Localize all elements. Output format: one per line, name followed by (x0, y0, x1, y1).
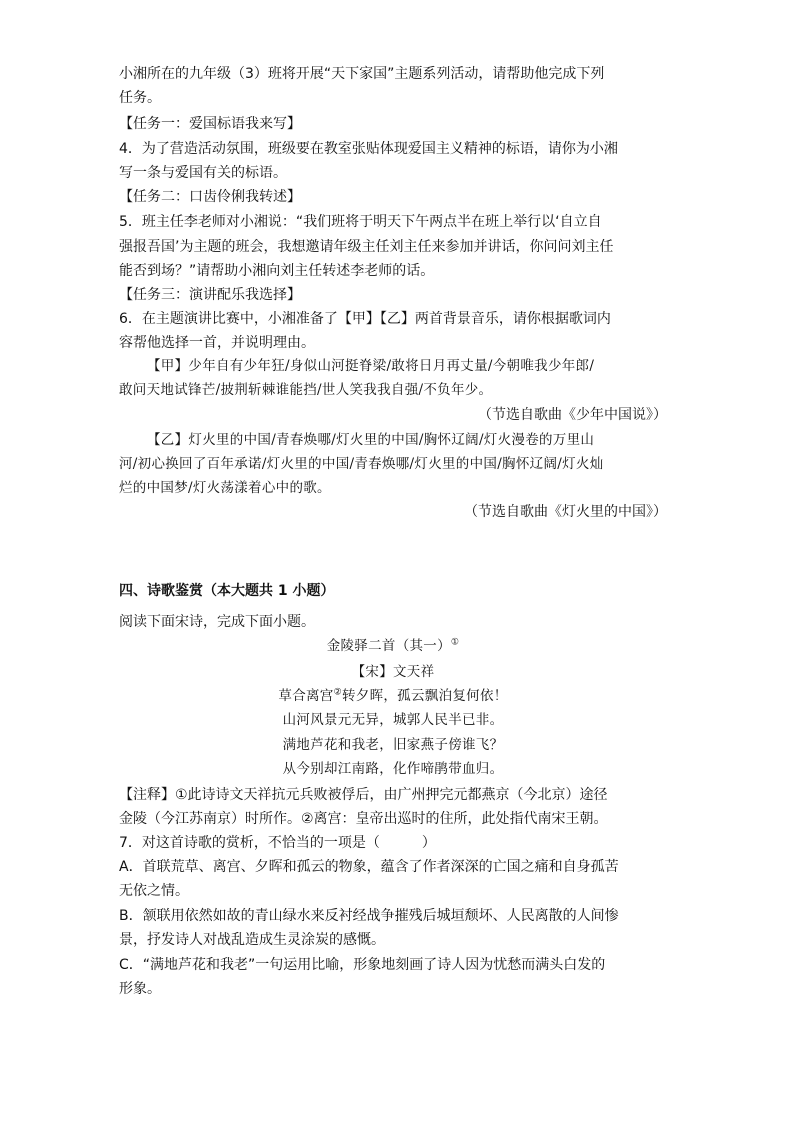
option-c-line-1: C．“满地芦花和我老”一句运用比喻，形象地刻画了诗人因为忧愁而满头白发的 (119, 957, 606, 973)
option-a-line-1: A．首联荒草、离宫、夕晖和孤云的物象，蕴含了作者深深的亡国之痛和自身孤苦 (119, 859, 619, 875)
task2-title: 【任务二：口齿伶俐我转述】 (119, 189, 301, 205)
poem-line-2: 山河风景元无异，城郭人民半已非。 (282, 712, 504, 728)
question-7: 7．对这首诗歌的赏析，不恰当的一项是（ ） (119, 835, 436, 851)
poem-line-4: 从今别却江南路，化作啼鹃带血归。 (282, 761, 504, 777)
lyrics-yi-line-3: 烂的中国梦/灯火荡漾着心中的歌。 (119, 480, 331, 496)
lyrics-yi-source: （节选自歌曲《灯火里的中国》） (464, 504, 667, 520)
poem-instruction: 阅读下面宋诗，完成下面小题。 (119, 614, 315, 630)
option-a-line-2: 无依之情。 (119, 883, 189, 899)
poem-title (119, 634, 667, 658)
intro-line-1: 小湘所在的九年级（3）班将开展“天下家国”主题系列活动，请帮助他完成下列 (119, 66, 605, 82)
question-5-line-1: 5．班主任李老师对小湘说：“我们班将于明天下午两点半在班上举行以‘自立自 (119, 214, 602, 230)
question-4-line-1: 4．为了营造活动氛围，班级要在教室张贴体现爱国主义精神的标语，请你为小湘 (119, 141, 618, 157)
question-4-line-2: 写一条与爱国有关的标语。 (119, 165, 287, 181)
poem-title-text: 金陵驿二首（其一） (326, 638, 451, 654)
option-b-line-2: 景，抒发诗人对战乱造成生灵涂炭的感慨。 (119, 932, 385, 948)
task3-title: 【任务三：演讲配乐我选择】 (119, 287, 301, 303)
poem-line-1-part-b: 转夕晖，孤云飘泊复何依！ (341, 688, 508, 704)
footnote-marker-1: ① (450, 637, 460, 648)
annotation-line-2: 金陵（今江苏南京）时所作。②离宫：皇帝出巡时的住所，此处指代南宋王朝。 (119, 811, 608, 827)
lyrics-yi-line-2: 河/初心换回了百年承诺/灯火里的中国/青春焕哪/灯火里的中国/胸怀辽阔/灯火灿 (119, 456, 604, 472)
section-4-heading: 四、诗歌鉴赏（本大题共 1 小题） (119, 583, 335, 599)
question-6-line-1: 6．在主题演讲比赛中，小湘准备了【甲】【乙】两首背景音乐，请你根据歌词内 (119, 311, 611, 327)
lyrics-jia-source: （节选自歌曲《少年中国说》） (478, 407, 667, 423)
task1-title: 【任务一：爱国标语我来写】 (119, 116, 301, 132)
question-5-line-3: 能否到场？”请帮助小湘向刘主任转述李老师的话。 (119, 263, 435, 279)
annotation-line-1: 【注释】①此诗诗文天祥抗元兵败被俘后，由广州押完元都燕京（今北京）途径 (119, 787, 608, 803)
option-c-line-2: 形象。 (119, 981, 161, 997)
poem-line-1 (119, 684, 667, 708)
poem-line-1-part-a: 草合离宫 (278, 688, 334, 704)
footnote-marker-2: ② (333, 687, 342, 698)
lyrics-jia-line-2: 敢问天地试锋芒/披荆斩棘谁能挡/世人笑我我自强/不负年少。 (119, 382, 493, 398)
option-b-line-1: B．颔联用依然如故的青山绿水来反衬经战争摧残后城垣颓坏、人民离散的人间惨 (119, 908, 619, 924)
question-5-line-2: 强报吾国’为主题的班会，我想邀请年级主任刘主任来参加并讲话，你问问刘主任 (119, 239, 614, 255)
intro-line-2: 任务。 (119, 90, 161, 106)
poem-author: 【宋】文天祥 (351, 664, 435, 680)
poem-line-3: 满地芦花和我老，旧家燕子傍谁飞？ (282, 737, 504, 753)
lyrics-yi-line-1: 【乙】灯火里的中国/青春焕哪/灯火里的中国/胸怀辽阔/灯火漫卷的万里山 (147, 432, 595, 448)
question-6-line-2: 容帮他选择一首，并说明理由。 (119, 335, 315, 351)
lyrics-jia-line-1: 【甲】少年自有少年狂/身似山河挺脊梁/敢将日月再丈量/今朝唯我少年郎/ (147, 358, 595, 374)
